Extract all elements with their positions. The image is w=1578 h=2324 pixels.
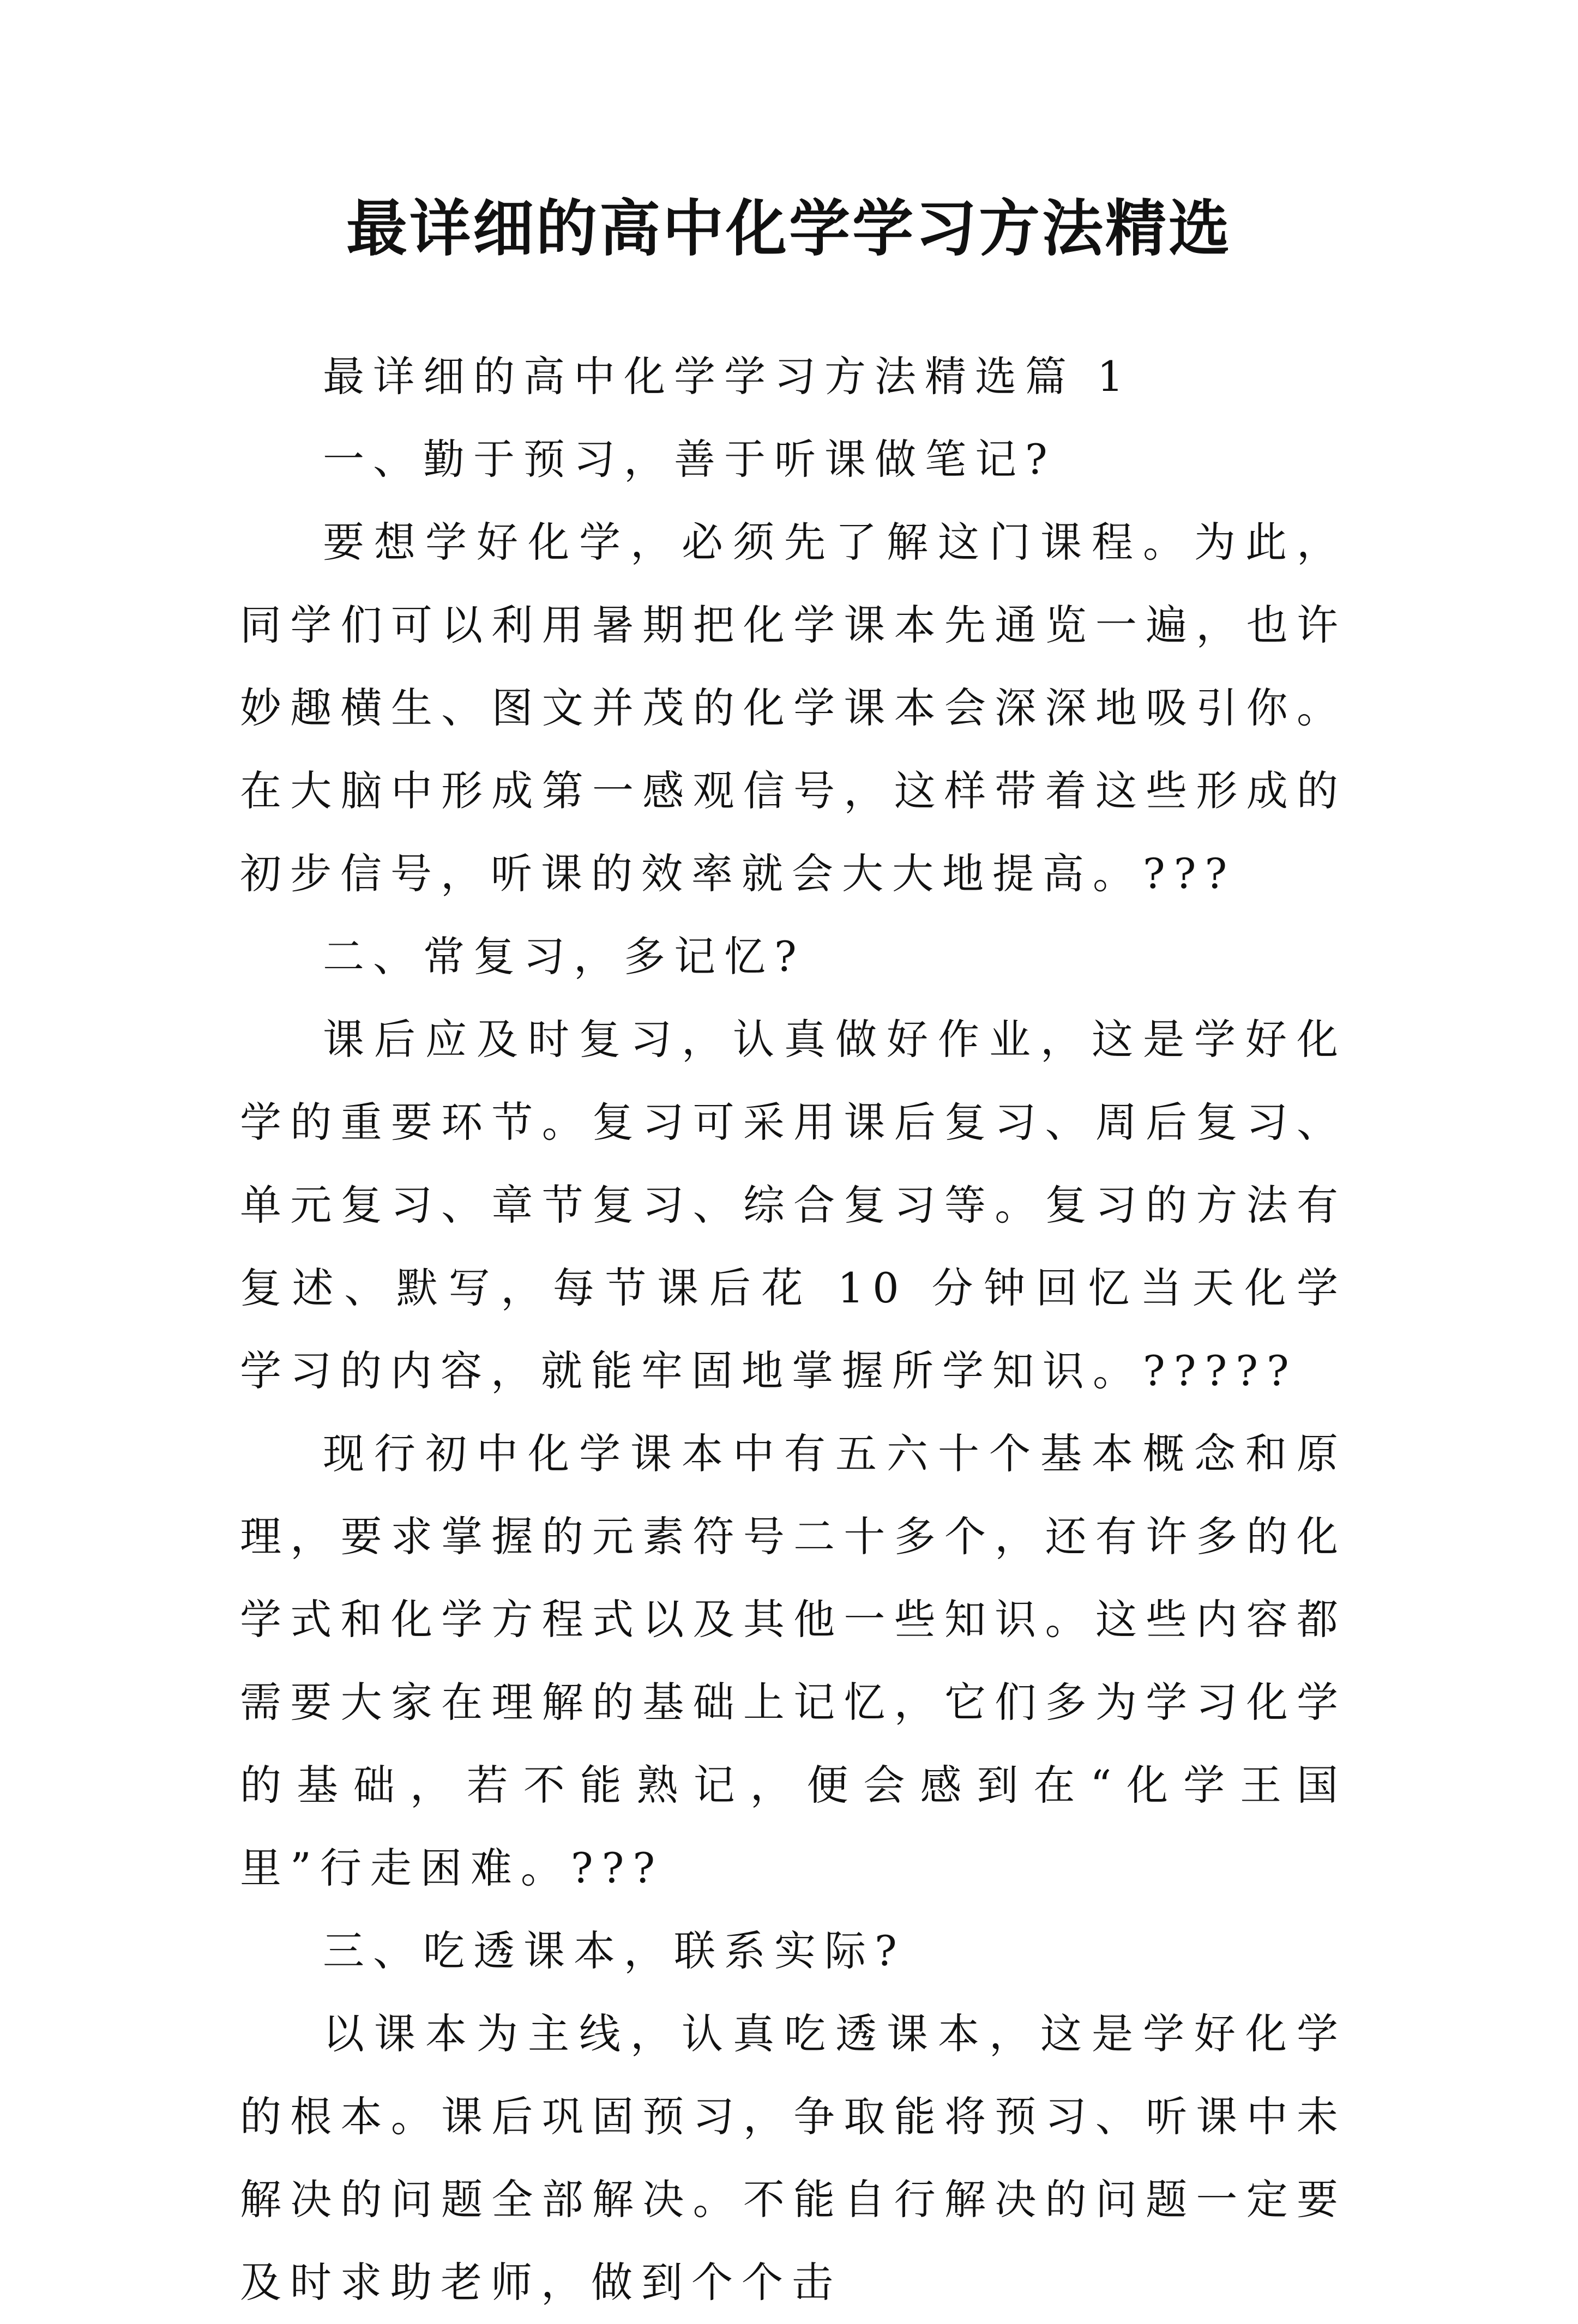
body-paragraph: 以课本为主线，认真吃透课本，这是学好化学的根本。课后巩固预习，争取能将预习、听课中未解决的问题全部解决。不能自行解决的问题一定要及时求助老师，做到个个击 — [240, 2009, 1347, 2307]
body-paragraph: 课后应及时复习，认真做好作业，这是学好化学的重要环节。复习可采用课后复习、周后复习、单元复习、章节复习、综合复习等。复习的方法有复述、默写，每节课后花 10 分钟回忆当天化学学习的内容，就能牢固地掌握所学知识。????? — [240, 1015, 1347, 1395]
body-paragraph: 要想学好化学，必须先了解这门课程。为此，同学们可以利用暑期把化学课本先通览一遍，也许妙趣横生、图文并茂的化学课本会深深地吸引你。在大脑中形成第一感观信号，这样带着这些形成的初步信号，听课的效率就会大大地提高。??? — [240, 518, 1347, 898]
subheading: 三、吃透课本，联系实际? — [323, 1927, 906, 1975]
body-paragraph: 现行初中化学课本中有五六十个基本概念和原理，要求掌握的元素符号二十多个，还有许多的化学式和化学方程式以及其他一些知识。这些内容都需要大家在理解的基础上记忆，它们多为学习化学的基础，若不能熟记，便会感到在“化学王国里”行走困难。??? — [240, 1429, 1347, 1892]
section-heading: 最详细的高中化学学习方法精选篇 1 — [323, 352, 1133, 401]
subheading: 一、勤于预习，善于听课做笔记? — [323, 435, 1056, 484]
document-title: 最详细的高中化学学习方法精选 — [346, 193, 1232, 264]
subheading: 二、常复习，多记忆? — [323, 932, 805, 981]
document-body — [240, 335, 1347, 2324]
